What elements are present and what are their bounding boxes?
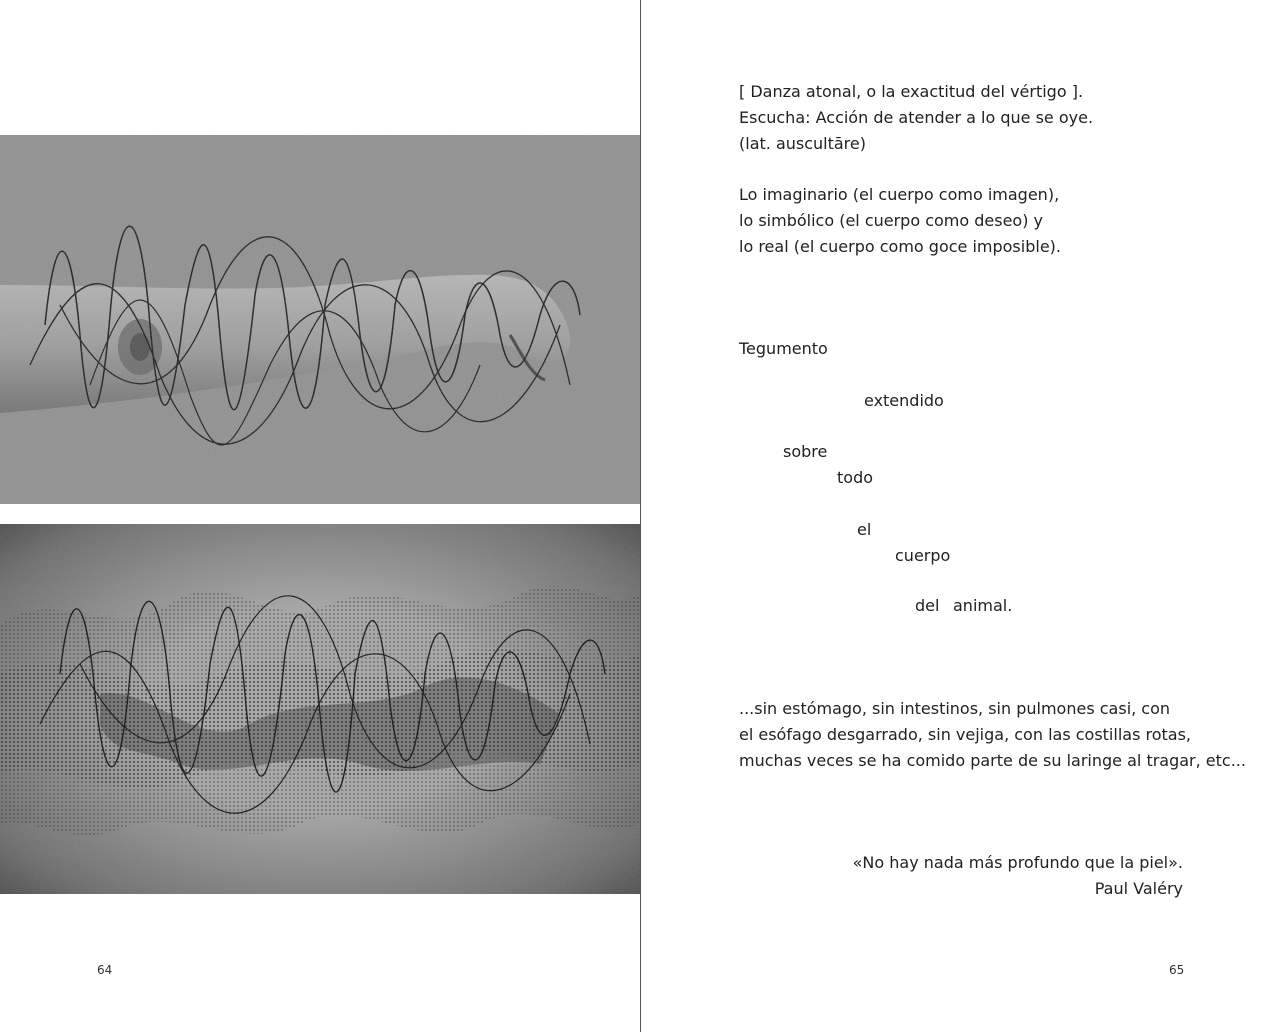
poem-word: el xyxy=(857,520,872,539)
poem-word: extendido xyxy=(864,391,944,410)
text-line: el esófago desgarrado, sin vejiga, con las costillas rotas, xyxy=(739,725,1192,744)
poem-word: animal. xyxy=(953,596,1013,615)
text-line: [ Danza atonal, o la exactitud del vértigo ]. xyxy=(739,82,1084,101)
text-line: ...sin estómago, sin intestinos, sin pulmones casi, con xyxy=(739,699,1171,718)
text-line: Lo imaginario (el cuerpo como imagen), xyxy=(739,185,1060,204)
epigraph-author: Paul Valéry xyxy=(1094,879,1183,898)
arm-scribble-photo xyxy=(0,135,640,504)
poem-word: todo xyxy=(837,468,874,487)
epigraph-quote: «No hay nada más profundo que la piel». xyxy=(852,853,1183,872)
text-line: lo real (el cuerpo como goce imposible). xyxy=(739,237,1061,256)
poem-word: cuerpo xyxy=(895,546,951,565)
page-number-left: 64 xyxy=(97,963,113,977)
text-line: Escucha: Acción de atender a lo que se oye. xyxy=(739,108,1094,127)
poem-word: Tegumento xyxy=(739,339,828,358)
text-line: (lat. auscultāre) xyxy=(739,134,866,153)
text-line: lo simbólico (el cuerpo como deseo) y xyxy=(739,211,1044,230)
text-line: muchas veces se ha comido parte de su laringe al tragar, etc... xyxy=(739,751,1246,770)
right-page xyxy=(641,0,1280,1032)
pointcloud-wave-image xyxy=(0,524,640,894)
poem-word: del xyxy=(915,596,940,615)
page-number-right: 65 xyxy=(1169,963,1185,977)
poem-word: sobre xyxy=(783,442,828,461)
